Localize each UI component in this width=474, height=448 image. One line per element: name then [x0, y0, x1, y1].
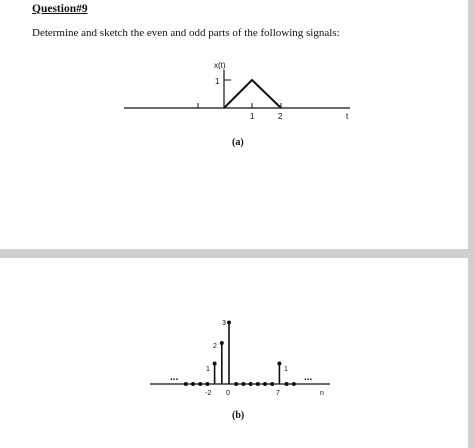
figure-b-sample-point [241, 382, 245, 386]
figure-b-stem-label-2: 2 [213, 343, 217, 350]
figure-b-plot [0, 258, 468, 408]
figure-b-ellipsis-right: ... [304, 372, 313, 383]
figure-b-x-label: n [320, 390, 324, 397]
figure-b-x-tick-7: 7 [276, 390, 280, 397]
figure-b-sample-point [227, 321, 231, 325]
figure-b-sample-point [292, 382, 296, 386]
question-prompt: Determine and sketch the even and odd parts of the following signals: [32, 27, 340, 39]
figure-b-x-tick-neg2: -2 [205, 390, 212, 397]
figure-b-sample-point [263, 382, 267, 386]
figure-a-x-label: t [346, 112, 349, 121]
figure-b-sample-point [184, 382, 188, 386]
figure-b-sample-point [285, 382, 289, 386]
figure-b-sample-point [191, 382, 195, 386]
figure-a-caption: (a) [232, 137, 244, 148]
figure-b-caption: (b) [232, 410, 245, 421]
figure-a-y-tick-label: 1 [215, 77, 220, 86]
figure-a-y-label: x(t) [214, 61, 226, 70]
figure-b-stem-label-1-left: 1 [206, 366, 210, 373]
figure-b-x-tick-0: 0 [226, 390, 230, 397]
figure-b-ellipsis-left: ... [170, 372, 179, 383]
question-title: Question#9 [32, 3, 88, 15]
figure-b-sample-point [234, 382, 238, 386]
figure-b-sample-point [277, 362, 281, 366]
figure-b-sample-point [213, 362, 217, 366]
figure-b-sample-point [220, 341, 224, 345]
figure-b-stem-label-3: 3 [222, 320, 226, 327]
figure-a-plot [0, 0, 468, 140]
figure-b-sample-point [249, 382, 253, 386]
figure-b-sample-point [270, 382, 274, 386]
figure-a-x-tick-1: 1 [250, 112, 255, 121]
figure-b-sample-point [198, 382, 202, 386]
figure-a-x-tick-2: 2 [278, 112, 283, 121]
figure-b-stem-label-1-right: 1 [284, 366, 288, 373]
page-2 [0, 258, 468, 448]
figure-b-sample-point [256, 382, 260, 386]
figure-b-sample-point [205, 382, 209, 386]
